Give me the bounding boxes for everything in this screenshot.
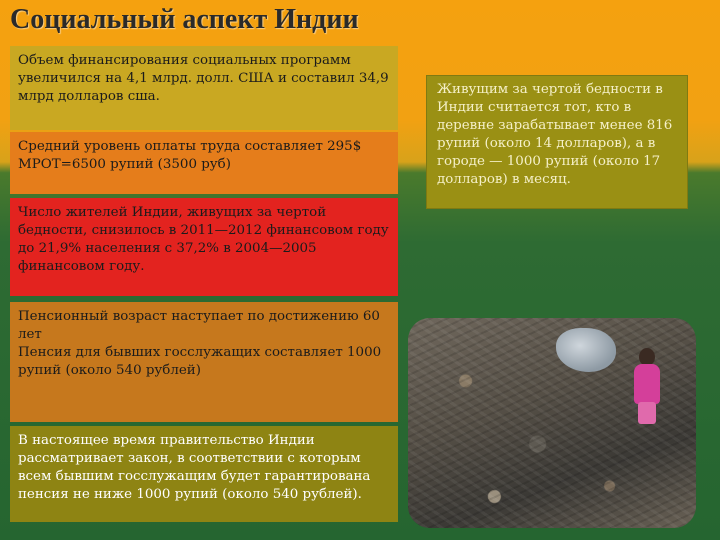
girl-legs [638,402,656,424]
landfill-photo [408,318,696,528]
funding-text-box: Объем финансирования социальных программ увеличился на 4,1 млрд. долл. США и составил 34,9 млрд долларов сша. [10,46,398,130]
wage-text-box: Средний уровень оплаты труда составляет 295$ МРОТ=6500 рупий (3500 руб) [10,132,398,194]
poverty-text-box: Число жителей Индии, живущих за чертой бедности, снизилось в 2011—2012 финансовом году до 21,9% населения с 37,2% в 2004—2005 финансовом году. [10,198,398,296]
pension-law-text: В настоящее время правительство Индии рассматривает закон, в соответствии с которым всем бывшим госслужащим будет гарантирована пенсия не ниже 1000 рупий (около 540 рублей). [18,433,371,503]
poverty-definition-box: Живущим за чертой бедности в Индии считается тот, кто в деревне зарабатывает менее 816 рупий (около 14 долларов), а в городе — 1000 рупий (около 17 долларов) в месяц. [426,75,688,209]
slide-title: Социальный аспект Индии [10,4,359,35]
pension-text-box: Пенсионный возраст наступает по достижению 60 лет Пенсия для бывших госслужащих составляет 1000 рупий (около 540 рублей) [10,302,398,422]
girl-figure [634,364,660,404]
pension-law-text-box [10,426,398,522]
